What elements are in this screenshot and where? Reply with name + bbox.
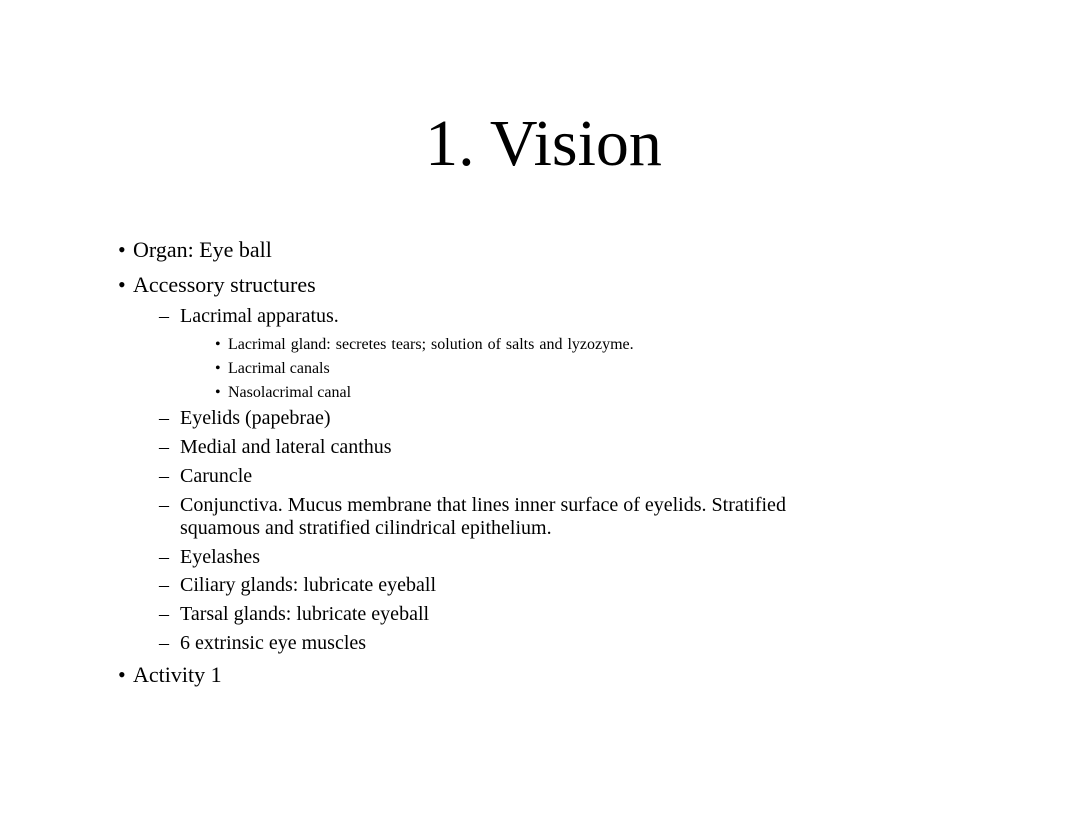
list-item-text: Tarsal glands: lubricate eyeball [180,603,430,625]
list-item-text: squamous and stratified cilindrical epithelium. [180,517,552,539]
list-item-text: Ciliary glands: lubricate eyeball [180,574,437,596]
dash-marker: – [159,632,169,654]
bullet-marker: • [215,360,221,377]
list-item-text: Eyelids (papebrae) [180,407,331,429]
list-item-text: 6 extrinsic eye muscles [180,632,367,654]
bullet-marker: • [118,662,126,687]
list-item-text: Organ: Eye ball [133,237,272,262]
list-item-text: Activity 1 [133,662,222,687]
list-item-text: Eyelashes [180,546,260,568]
list-item-text: Lacrimal canals [228,360,330,377]
dash-marker: – [159,603,169,625]
list-item-text: Lacrimal gland: secretes tears; solution of salts and lyzozyme. [228,336,634,353]
dash-marker: – [159,546,169,568]
bullet-marker: • [215,384,221,401]
bullet-marker: • [215,336,221,353]
slide-title: 1. Vision [425,107,662,180]
bullet-marker: • [118,237,126,262]
list-item-text: Medial and lateral canthus [180,436,392,458]
bullet-marker: • [118,272,126,297]
dash-marker: – [159,407,169,429]
dash-marker: – [159,436,169,458]
list-item-text: Caruncle [180,465,253,487]
list-item-text: Conjunctiva. Mucus membrane that lines inner surface of eyelids. Stratified [180,494,786,516]
list-item-text: Lacrimal apparatus. [180,305,339,327]
list-item-text: Accessory structures [133,272,316,297]
dash-marker: – [159,465,169,487]
dash-marker: – [159,305,169,327]
list-item-text: Nasolacrimal canal [228,384,352,401]
dash-marker: – [159,574,169,596]
dash-marker: – [159,494,169,516]
